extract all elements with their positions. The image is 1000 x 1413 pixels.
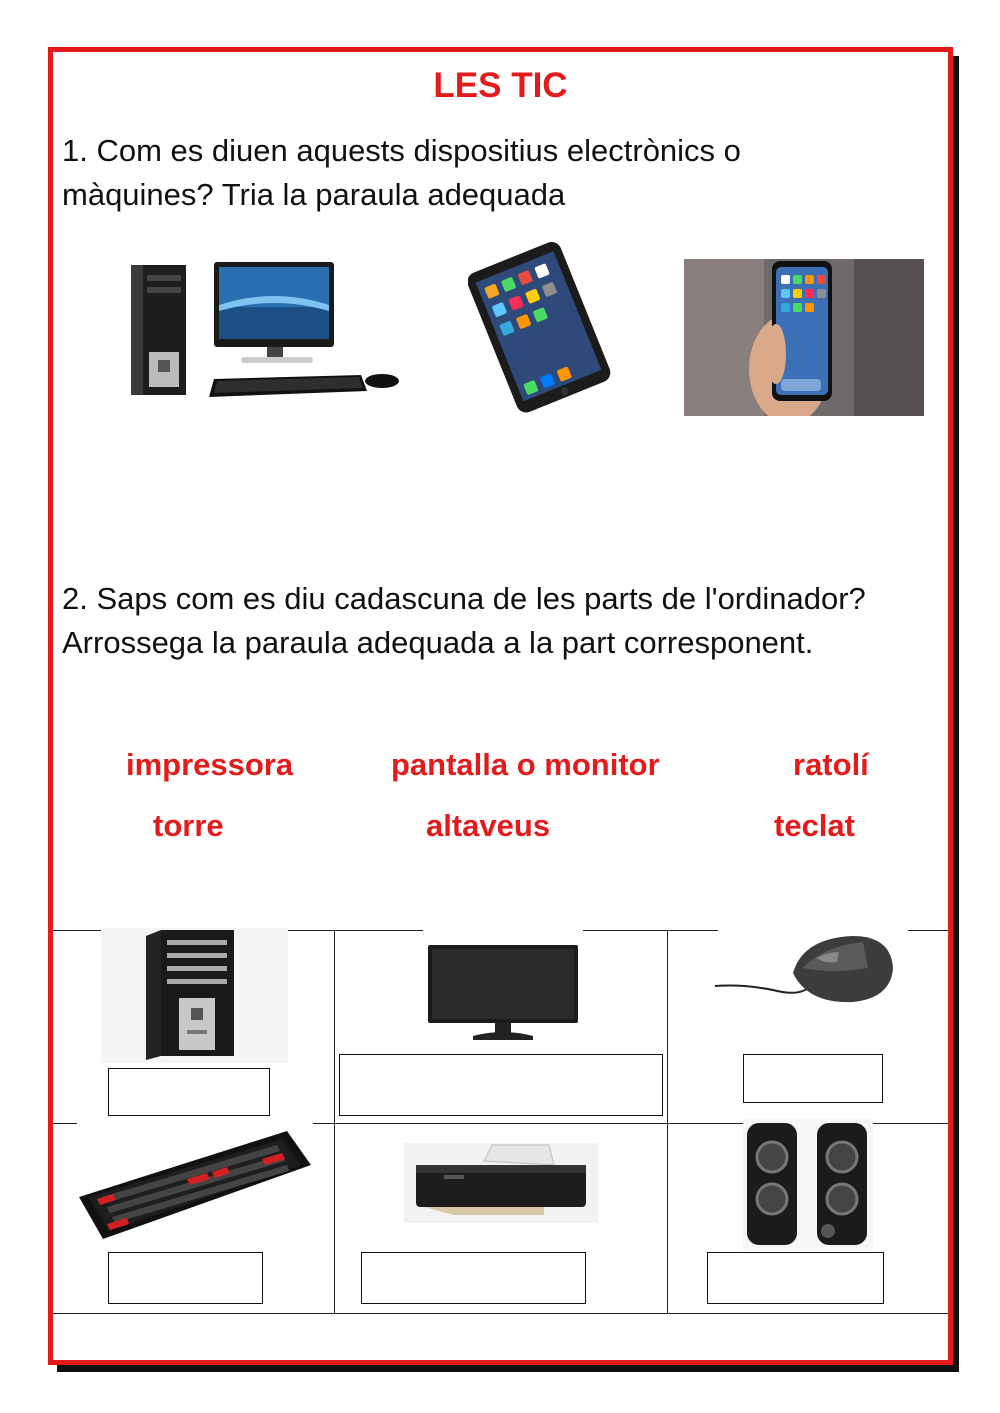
word-teclat[interactable]: teclat bbox=[774, 808, 855, 843]
printer-icon bbox=[404, 1143, 598, 1223]
word-torre[interactable]: torre bbox=[153, 808, 224, 843]
tower-icon bbox=[101, 928, 288, 1063]
grid-line bbox=[53, 1313, 948, 1314]
question-1-line-1: 1. Com es diuen aquests dispositius electrònics o bbox=[62, 133, 741, 168]
page-title: LES TIC bbox=[433, 66, 568, 105]
drop-zone-mouse[interactable] bbox=[743, 1054, 883, 1103]
smartphone-icon bbox=[684, 259, 924, 416]
mouse-icon bbox=[713, 928, 908, 1008]
drop-zone-tower[interactable] bbox=[108, 1068, 270, 1116]
grid-line bbox=[53, 930, 101, 931]
grid-line bbox=[583, 930, 718, 931]
keyboard-icon bbox=[77, 1129, 313, 1255]
question-2 bbox=[62, 577, 944, 665]
desktop-computer-icon bbox=[129, 257, 404, 407]
word-altaveus[interactable]: altaveus bbox=[426, 808, 551, 843]
drop-zone-keyboard[interactable] bbox=[108, 1252, 263, 1304]
grid-line bbox=[667, 930, 668, 1313]
drop-zone-speakers[interactable] bbox=[707, 1252, 884, 1304]
drop-zone-monitor[interactable] bbox=[339, 1054, 663, 1116]
tablet-icon bbox=[468, 242, 613, 417]
grid-line bbox=[53, 1123, 77, 1124]
drop-zone-printer[interactable] bbox=[361, 1252, 586, 1304]
grid-line bbox=[334, 930, 335, 1313]
word-pantalla-o-monitor[interactable]: pantalla o monitor bbox=[391, 747, 660, 782]
question-1 bbox=[62, 129, 944, 217]
question-2-line-2: Arrossega la paraula adequada a la part corresponent. bbox=[62, 625, 814, 660]
worksheet-frame bbox=[48, 47, 953, 1365]
word-ratoli[interactable]: ratolí bbox=[793, 747, 869, 782]
monitor-icon bbox=[423, 940, 583, 1045]
grid-line bbox=[288, 930, 423, 931]
word-impressora[interactable]: impressora bbox=[126, 747, 294, 782]
grid-line bbox=[908, 930, 948, 931]
question-1-line-2: màquines? Tria la paraula adequada bbox=[62, 177, 566, 212]
question-2-line-1: 2. Saps com es diu cadascuna de les parts de l'ordinador? bbox=[62, 581, 866, 616]
speakers-icon bbox=[743, 1119, 873, 1251]
